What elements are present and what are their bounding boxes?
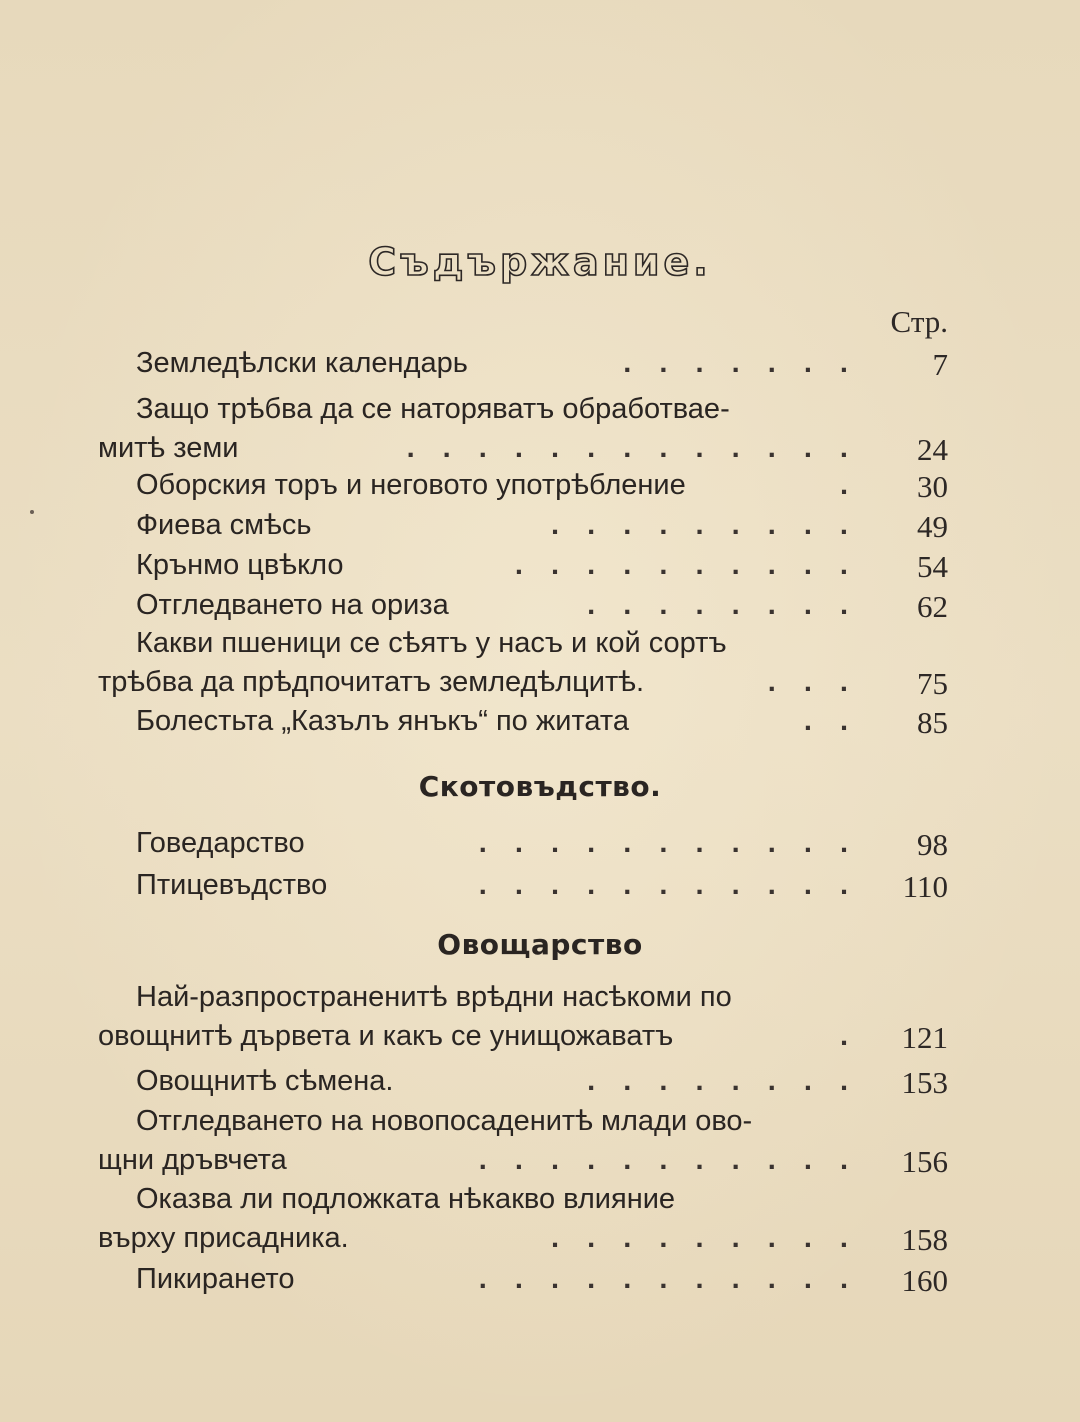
toc-entry-title: Фиева смѣсь bbox=[136, 509, 312, 541]
toc-entry-page: 110 bbox=[902, 869, 948, 904]
leader-dots: . . . . . . . . . . bbox=[514, 549, 858, 581]
toc-entry-title-cont: трѣбва да прѣдпочитатъ земледѣлцитѣ. bbox=[98, 666, 645, 698]
toc-entry-title: Защо трѣбва да се наторяватъ обработваe- bbox=[136, 393, 730, 425]
toc-entry-page: 98 bbox=[917, 827, 948, 862]
toc-entry-page: 156 bbox=[901, 1144, 948, 1179]
page-column-label: Стр. bbox=[890, 304, 948, 339]
toc-entry bbox=[98, 466, 950, 505]
toc-entry-page: 62 bbox=[917, 589, 948, 624]
toc-entry bbox=[98, 546, 950, 585]
leader-dots: . . bbox=[803, 705, 858, 737]
leader-dots: . . . . . . . . . . . bbox=[478, 1263, 858, 1295]
toc-entry-page: 30 bbox=[917, 469, 948, 504]
toc-entry bbox=[98, 1180, 950, 1258]
toc-entry-title: Пикирането bbox=[136, 1263, 295, 1295]
toc-entry-title-cont: овощнитѣ дървета и какъ се унищожаватъ bbox=[98, 1020, 674, 1052]
toc-entry bbox=[98, 586, 950, 625]
toc-entry-page: 75 bbox=[917, 666, 948, 701]
toc-entry bbox=[98, 344, 950, 383]
toc-entry-title-cont: митѣ земи bbox=[98, 432, 239, 464]
toc-entry-page: 7 bbox=[932, 347, 948, 382]
toc-entry-page: 49 bbox=[917, 509, 948, 544]
toc-entry-title: Крънмо цвѣкло bbox=[136, 549, 344, 581]
toc-entry-title: Най-разпространенитѣ врѣдни насѣкоми по bbox=[136, 981, 732, 1013]
toc-entry bbox=[98, 390, 950, 468]
leader-dots: . . . . . . . bbox=[623, 347, 858, 379]
toc-entry-title: Земледѣлски календарь bbox=[136, 347, 468, 379]
toc-entry-title-cont: върху присадника. bbox=[98, 1222, 349, 1254]
toc-entry-title: Оказва ли подложката нѣкакво влияние bbox=[136, 1183, 676, 1215]
toc-entry-title: Птицевъдство bbox=[136, 869, 328, 901]
toc-entry bbox=[98, 1260, 950, 1299]
toc-entry-title-cont: щни дръвчета bbox=[98, 1144, 287, 1176]
leader-dots: . . . . . . . . bbox=[587, 1065, 858, 1097]
toc-entry-page: 85 bbox=[917, 705, 948, 740]
leader-dots: . . . . . . . . . bbox=[551, 1222, 858, 1254]
toc-entry-page: 153 bbox=[901, 1065, 948, 1100]
toc-entry-title: Какви пшеници се сѣятъ у насъ и кой сортъ bbox=[136, 627, 727, 659]
toc-entry bbox=[98, 824, 950, 863]
toc-entry bbox=[98, 1102, 950, 1180]
toc-entry-title: Оборския торъ и неговото употрѣбление bbox=[136, 469, 686, 501]
toc-entry-page: 158 bbox=[901, 1222, 948, 1257]
toc-entry-page: 54 bbox=[917, 549, 948, 584]
toc-entry-title: Отгледването на новопосаденитѣ млади ово- bbox=[136, 1105, 753, 1137]
toc-entry-title: Болестьта „Казълъ янъкъ“ по житата bbox=[136, 705, 629, 737]
page-title: Съдържание. bbox=[368, 240, 712, 284]
section-heading: Овощарство bbox=[437, 928, 643, 961]
print-speck bbox=[30, 510, 34, 514]
toc-entry-page: 24 bbox=[917, 432, 948, 467]
toc-entry-title: Отгледването на ориза bbox=[136, 589, 449, 621]
toc-entry bbox=[98, 866, 950, 905]
toc-entry bbox=[98, 978, 950, 1056]
toc-entry bbox=[98, 624, 950, 702]
leader-dots: . bbox=[839, 1020, 858, 1052]
leader-dots: . . . . . . . . bbox=[587, 589, 858, 621]
leader-dots: . . . . . . . . . . . bbox=[478, 869, 858, 901]
leader-dots: . . . bbox=[767, 666, 858, 698]
toc-entry-title: Овощнитѣ сѣмена. bbox=[136, 1065, 394, 1097]
toc-entry-page: 121 bbox=[901, 1020, 948, 1055]
leader-dots: . . . . . . . . . . . bbox=[478, 1144, 858, 1176]
leader-dots: . . . . . . . . . . . bbox=[478, 827, 858, 859]
leader-dots: . . . . . . . . . . . . . bbox=[406, 432, 858, 464]
toc-entry-page: 160 bbox=[901, 1263, 948, 1298]
toc-entry-title: Говедарство bbox=[136, 827, 305, 859]
section-heading: Скотовъдство. bbox=[418, 770, 662, 803]
leader-dots: . . . . . . . . . bbox=[551, 509, 858, 541]
leader-dots: . bbox=[839, 469, 858, 501]
toc-entry bbox=[98, 506, 950, 545]
toc-entry bbox=[98, 1062, 950, 1101]
toc-entry bbox=[98, 702, 950, 741]
